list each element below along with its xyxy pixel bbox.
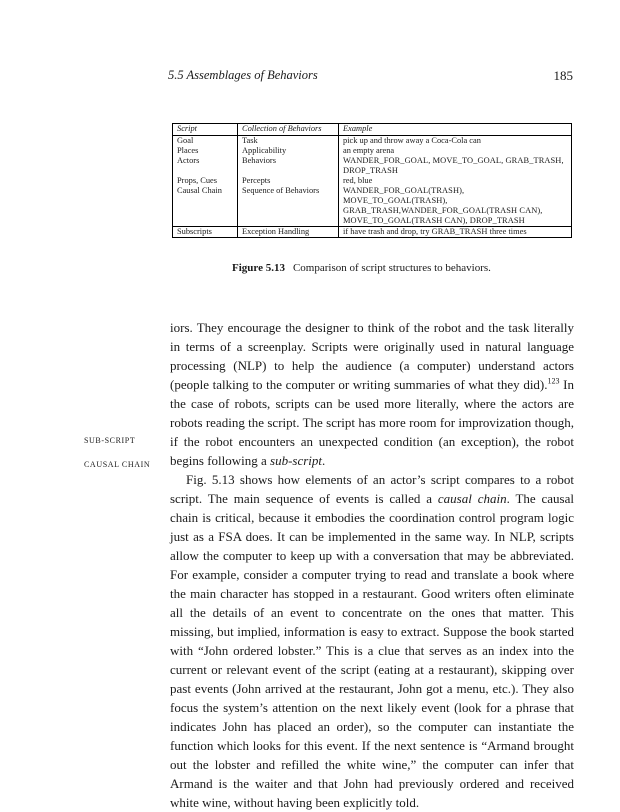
text-run: Fig. 5.13 shows how elements of an actor’s script compares to a robot script. The main sequence of events is called a <box>170 472 574 506</box>
comparison-table <box>172 123 572 238</box>
cell-collection: Task <box>238 136 339 147</box>
cell-script: Causal Chain <box>173 186 238 227</box>
paragraph <box>170 470 574 812</box>
text-run: In the case of robots, scripts can be used more literally, where the actors are robots reading the script. The script has more room for improvization though, if the robot encounters an unexpected condition (an exception), the robot begins following a <box>170 377 574 468</box>
table-row <box>173 156 572 176</box>
cell-script: Subscripts <box>173 227 238 238</box>
column-header: Collection of Behaviors <box>238 124 339 136</box>
table-row <box>173 146 572 156</box>
cell-collection: Behaviors <box>238 156 339 176</box>
margin-note-causal-chain: CAUSAL CHAIN <box>84 460 151 469</box>
section-title: 5.5 Assemblages of Behaviors <box>168 68 318 82</box>
example-text: if have trash and drop, try <box>343 227 432 236</box>
cell-script: Props, Cues <box>173 176 238 186</box>
cell-example: pick up and throw away a Coca-Cola can <box>339 136 572 147</box>
cell-example: WANDER_FOR_GOAL, MOVE_TO_GOAL, GRAB_TRASH, DROP_TRASH <box>339 156 572 176</box>
figure-label: Figure 5.13 <box>232 262 285 274</box>
text-run: iors. They encourage the designer to think of the robot and the task literally in terms of a screenplay. Scripts were originally used in natural language processing (NLP) to help the audience (a computer) understand actors (people talking to the computer or writing summaries of what they did). <box>170 320 574 392</box>
term-causal-chain: causal chain <box>437 491 507 506</box>
body-text <box>170 318 574 812</box>
cell-example: WANDER_FOR_GOAL(TRASH), MOVE_TO_GOAL(TRASH), GRAB_TRASH,WANDER_FOR_GOAL(TRASH CAN), MOVE_TO_GOAL(TRASH CAN), DROP_TRASH <box>339 186 572 227</box>
text-run: . The causal chain is critical, because it embodies the coordination control program logic just as a FSA does. It can be implemented in the same way. In NLP, scripts allow the computer to keep up with a conversation that may be abbreviated. For example, consider a computer trying to read and translate a book where the main character has stopped in a restaurant. Good writers often eliminate all the details of an event to concentrate on the ones that matter. This missing, but implied, information is easy to extract. Suppose the book started with “John ordered lobster.” This is a clue that serves as an index into the current or relevant event of the script (eating at a restaurant), skipping over past events (John arrived at the restaurant, John got a menu, etc.). They also focus the system’s attention on the next likely event (look for a phrase that indicates John has placed an order), so the computer can instantiate the function which looks for this event. If the next sentence is “Armand brought out the lobster and refilled the white wine,” the computer can infer that Armand is the waiter and that John had previously ordered and received white wine, without having been explicitly told. <box>170 491 574 810</box>
margin-note-subscript: SUB-SCRIPT <box>84 436 136 445</box>
column-header: Script <box>173 124 238 136</box>
paragraph <box>170 318 574 470</box>
term-subscript: sub-script <box>270 453 323 468</box>
figure-caption <box>232 262 491 274</box>
example-behavior: GRAB_TRASH <box>431 227 488 236</box>
cell-script: Actors <box>173 156 238 176</box>
caption-text: Comparison of script structures to behaviors. <box>292 262 491 274</box>
table-row <box>173 186 572 227</box>
cell-example: an empty arena <box>339 146 572 156</box>
cell-script: Places <box>173 146 238 156</box>
running-head <box>168 68 573 83</box>
table-header-row <box>173 124 572 136</box>
cell-collection: Sequence of Behaviors <box>238 186 339 227</box>
cell-collection: Applicability <box>238 146 339 156</box>
cell-collection: Exception Handling <box>238 227 339 238</box>
column-header: Example <box>339 124 572 136</box>
cell-collection: Percepts <box>238 176 339 186</box>
example-text: three times <box>487 227 527 236</box>
text-run: . <box>322 453 326 468</box>
table-row <box>173 227 572 238</box>
cell-example: red, blue <box>339 176 572 186</box>
page-number: 185 <box>553 68 573 83</box>
table-row <box>173 176 572 186</box>
cell-example <box>339 227 572 238</box>
citation-ref: 123 <box>547 376 560 386</box>
cell-script: Goal <box>173 136 238 147</box>
table-row <box>173 136 572 147</box>
